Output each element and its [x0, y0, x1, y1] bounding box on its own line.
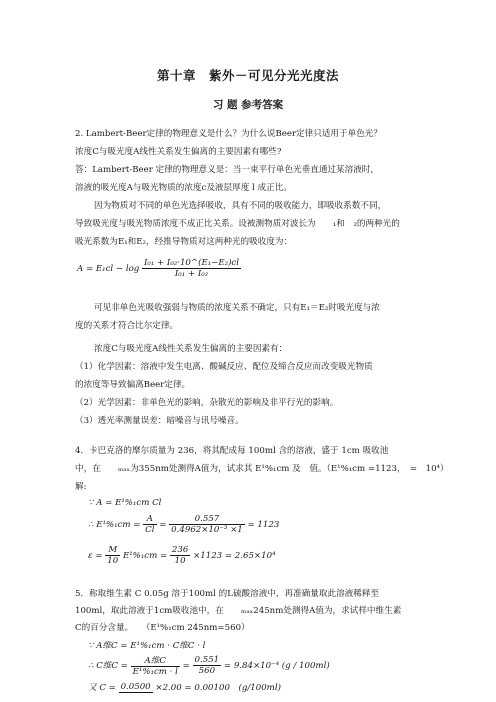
q4-step3-mid: E¹%₁cm = — [122, 551, 168, 561]
formula-denominator: I₀₁ + I₀₂ — [174, 269, 209, 279]
q5-question-line2: 100ml，取此溶液于1cm吸收池中，在 ₘₐₓ245nm处测得A值为，求试样中维生素 — [75, 606, 402, 616]
q5-step3-result: ×2.00 = 0.00100 (g/100ml) — [155, 683, 281, 693]
q4-step1: ∵ A = E¹%₁cm Cl — [88, 498, 162, 508]
q2-question-line1: 2. Lambert-Beer定律的物理意义是什么？为什么说Beer定律只适用于单色光？ — [75, 129, 382, 139]
q5-step3-num: 0.0500 — [120, 682, 151, 692]
q5-step3-frac — [119, 682, 153, 693]
q2-absorbance-formula — [77, 258, 241, 279]
q5-question-line3: C的百分含量。 （E¹%₁cm 245nm=560） — [75, 623, 250, 633]
q4-step3-frac1 — [105, 545, 120, 566]
q5-step3 — [88, 681, 281, 693]
q4-step2: ∴ E¹%₁cm = $\frac{A}{Cl}$ = $\frac{0.557}{\text{0.4962×10⁻³ ×1}}$ = 1123 — [88, 514, 280, 535]
q4-step3-lhs: ε = — [88, 551, 103, 561]
q5-question-line1: 5．称取维生素 C 0.05g 溶于100ml 的L硫酸溶液中，再准确量取此溶液稀释至 — [75, 589, 380, 599]
section-subtitle: 习 题 参考答案 — [212, 99, 284, 111]
chapter-title: 第十章 紫外－可见分光光度法 — [156, 68, 339, 83]
q5-step2-lhs: ∴ C维C = — [88, 661, 128, 671]
q4-step2-result: = 1123 — [247, 520, 280, 530]
q4-solution-label: 解: — [75, 482, 87, 492]
q4-step3-den2: 10 — [174, 556, 186, 566]
q2-para3: 浓度C与吸光度A线性关系发生偏离的主要因素有： — [94, 344, 288, 354]
formula-fraction — [142, 258, 241, 279]
q4-step3-num1: M — [105, 545, 120, 556]
q4-question-line2: 中，在 ₘₐₓ为355nm处测得A值为，试求其 E¹%₁cm 及 值。（E¹%₁cm =1123， = 10⁴） — [75, 464, 449, 474]
q4-step2-frac2 — [169, 514, 245, 535]
q5-step2-den1: E¹%₁cm · l — [132, 667, 178, 677]
q5-step2-frac1 — [131, 654, 180, 677]
q2-answer-line2: 溶液的吸光度A与吸光物质的浓度c及液层厚度 l 成正比。 — [75, 183, 292, 193]
q4-question-line1: 4．卡巴克洛的摩尔质量为 236，将其配成每 100ml 含的溶液，盛于 1cm 吸收池 — [75, 446, 389, 456]
q5-step2-num2: 0.551 — [194, 655, 220, 665]
q2-para1-line2: 导致吸光度与吸光物质浓度不成正比关系。设被测物质对波长为 ₁和 ₂的两种光的 — [75, 219, 400, 229]
q2-answer-line1: 答：Lambert-Beer 定律的物理意义是：当一束平行单色光垂直通过某溶液时， — [75, 165, 379, 175]
q4-step3-result: ×1123 = 2.65×10⁴ — [193, 551, 276, 561]
q5-step1: ∵ A维C = E¹%₁cm · C维C · l — [88, 641, 206, 651]
q4-step2-den1: Cl — [145, 525, 155, 535]
q5-step2-num1: A维C — [131, 654, 180, 667]
q4-step2-lhs: ∴ E¹%₁cm = — [88, 520, 141, 530]
q2-factor1-line2: 的浓度等导致偏离Beer定律。 — [75, 380, 191, 390]
q2-question-line2: 浓度C与吸光度A线性关系发生偏离的主要因素有哪些? — [75, 147, 282, 157]
q2-para1-line1: 因为物质对不同的单色光选择吸收，具有不同的吸收能力，即吸收系数不同， — [94, 201, 387, 211]
q2-factor3: （3）透光率测量误差：暗噪音与讯号噪音。 — [75, 416, 244, 426]
q5-step3-lhs: 又 C = — [88, 683, 116, 693]
q2-factor1-line1: （1）化学因素：溶液中发生电离、酸碱反应、配位及缔合反应而改变吸光物质 — [75, 362, 373, 372]
q4-step3-num2: 236 — [171, 545, 189, 555]
q5-step2-frac2 — [193, 655, 222, 676]
formula-lhs: A = E₁cl − log — [77, 264, 140, 274]
q4-step3-frac2 — [170, 545, 190, 566]
q2-para1-line3: 吸光系数为E₁和E₂，经推导物质对这两种光的吸收度为： — [75, 237, 293, 247]
q2-para2-line1: 可见非单色光吸收强弱与物质的浓度关系不确定，只有E₁＝E₂时吸光度与浓 — [94, 303, 380, 313]
q2-factor2: （2）光学因素：非单色光的影响，杂散光的影响及非平行光的影响。 — [75, 398, 339, 408]
q4-step2-num1: A — [143, 514, 156, 525]
q4-step3-den1: 10 — [107, 556, 119, 566]
q5-step2: ∴ C维C = $\frac{\text{A维C}}{\text{E¹\%₁cm · l}}$ = $\frac{0.551}{560}$ = 9.84×10⁻⁴ (g / 100ml) — [88, 655, 330, 677]
q4-step3 — [88, 545, 276, 566]
q5-step2-den2: 560 — [198, 666, 216, 676]
formula-numerator: I₀₁ + I₀₂·10^(E₁−E₂)cl — [143, 258, 239, 268]
q2-para2-line2: 度的关系才符合比尔定律。 — [75, 321, 179, 331]
q5-step2-result: = 9.84×10⁻⁴ (g / 100ml) — [223, 661, 330, 671]
q4-step2-den2: 0.4962×10⁻³ ×1 — [171, 525, 243, 535]
q4-step2-frac1 — [143, 514, 156, 535]
q4-step2-num2: 0.557 — [169, 514, 245, 525]
